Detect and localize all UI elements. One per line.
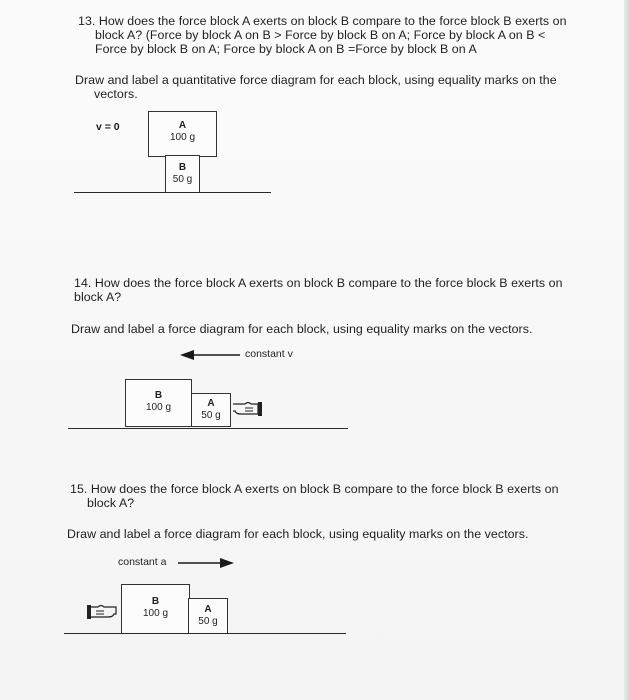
q15-ground-line [64, 633, 346, 634]
q14-block-a-mass: 50 g [201, 410, 221, 421]
q13-block-a-mass: 100 g [169, 132, 196, 143]
q15-motion-label: constant a [118, 556, 167, 568]
q13-velocity-label: v = 0 [96, 121, 120, 133]
q13-block-b-label: B [178, 162, 187, 173]
q13-block-a-label: A [178, 120, 187, 131]
q13-question-line-2: block A? (Force by block A on B > Force by block B on A; Force by block A on B < [95, 28, 546, 42]
q13-block-b-mass: 50 g [172, 174, 193, 185]
q13-question-line-3: Force by block B on A; Force by block A on B =Force by block B on A [95, 42, 477, 56]
q15-block-b-mass: 100 g [142, 608, 169, 619]
q15-block-a-mass: 50 g [198, 616, 218, 627]
q15-block-a [188, 598, 228, 634]
q14-instruction-line: Draw and label a force diagram for each block, using equality marks on the vectors. [71, 322, 533, 336]
q13-instruction-line-1: Draw and label a quantitative force diagram for each block, using equality marks on the [75, 73, 557, 87]
q13-question-line-1: 13. How does the force block A exerts on block B compare to the force block B exerts on [78, 14, 567, 28]
q14-block-b-mass: 100 g [145, 402, 172, 413]
q14-question-line-1: 14. How does the force block A exerts on block B compare to the force block B exerts on [74, 276, 563, 290]
q14-motion-label: constant v [245, 348, 293, 360]
q15-block-b-label: B [151, 596, 160, 607]
q14-block-a-label: A [207, 398, 215, 409]
q14-block-b-label: B [154, 390, 163, 401]
q15-block-a-label: A [204, 604, 212, 615]
q14-question-line-2: block A? [74, 290, 122, 304]
q15-question-line-1: 15. How does the force block A exerts on block B compare to the force block B exerts on [70, 482, 559, 496]
q15-question-line-2: block A? [87, 496, 135, 510]
q13-instruction-line-2: vectors. [94, 87, 138, 101]
hand-pushing-icon [86, 601, 122, 623]
q15-block-b [121, 584, 190, 634]
q15-instruction-line: Draw and label a force diagram for each block, using equality marks on the vectors. [67, 527, 529, 541]
